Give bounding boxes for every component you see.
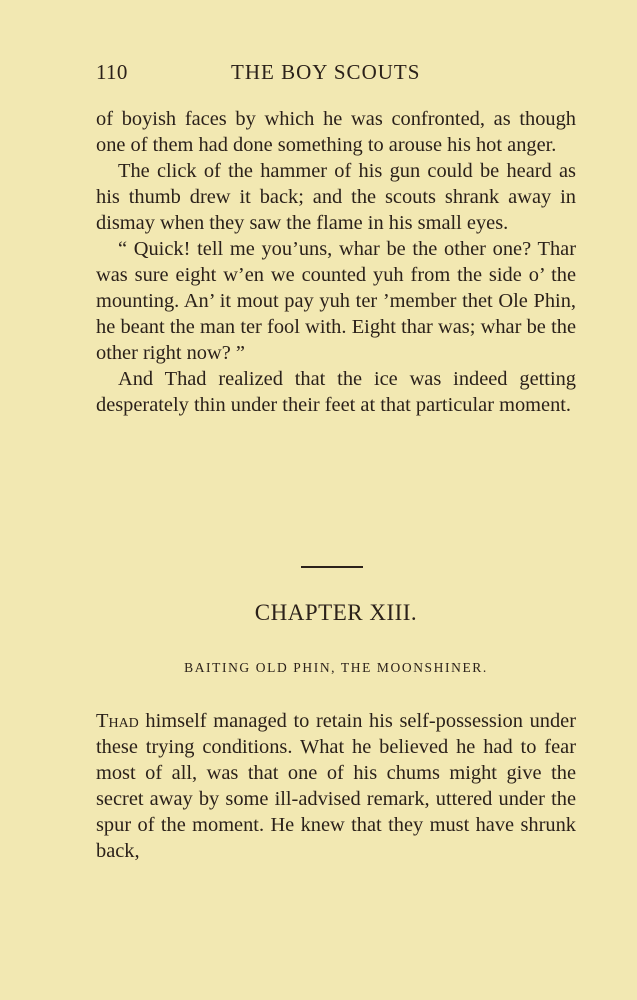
paragraph-continued: of boyish faces by which he was confronted, as though one of them had done something to arouse his hot anger. [96,108,576,156]
running-head [96,60,576,86]
opening-word: Thad [96,710,139,732]
section-divider [301,566,363,568]
chapter-subtitle: BAITING OLD PHIN, THE MOONSHINER. [184,660,488,675]
opening-paragraph-text: himself managed to retain his self-possession under these trying conditions. What he believed he had to fear most of all, was that one of his chums might give the secret away by some ill-advised remark, uttered under the spur of the moment. He knew that they must have shrunk back, [96,710,576,862]
chapter-text [96,708,576,864]
book-title: THE BOY SCOUTS [231,60,421,84]
paragraph-dialogue: “ Quick! tell me you’uns, whar be the other one? Thar was sure eight w’en we counted yuh from the side o’ the mounting. An’ it mout pay yuh ter ’member thet Ole Phin, he beant the man ter fool with. Eight thar was; whar be the other right now? ” [96,238,576,364]
chapter-title: CHAPTER XIII. [254,600,418,625]
paragraph-gun-click: The click of the hammer of his gun could be heard as his thumb drew it back; and the scouts shrank away in dismay when they saw the flame in his small eyes. [96,160,576,234]
chapter-opening-paragraph [96,708,576,864]
paragraph-thad-realized: And Thad realized that the ice was indeed getting desperately thin under their feet at that particular moment. [96,368,576,416]
continued-text [96,106,576,418]
page-number: 110 [96,60,128,84]
